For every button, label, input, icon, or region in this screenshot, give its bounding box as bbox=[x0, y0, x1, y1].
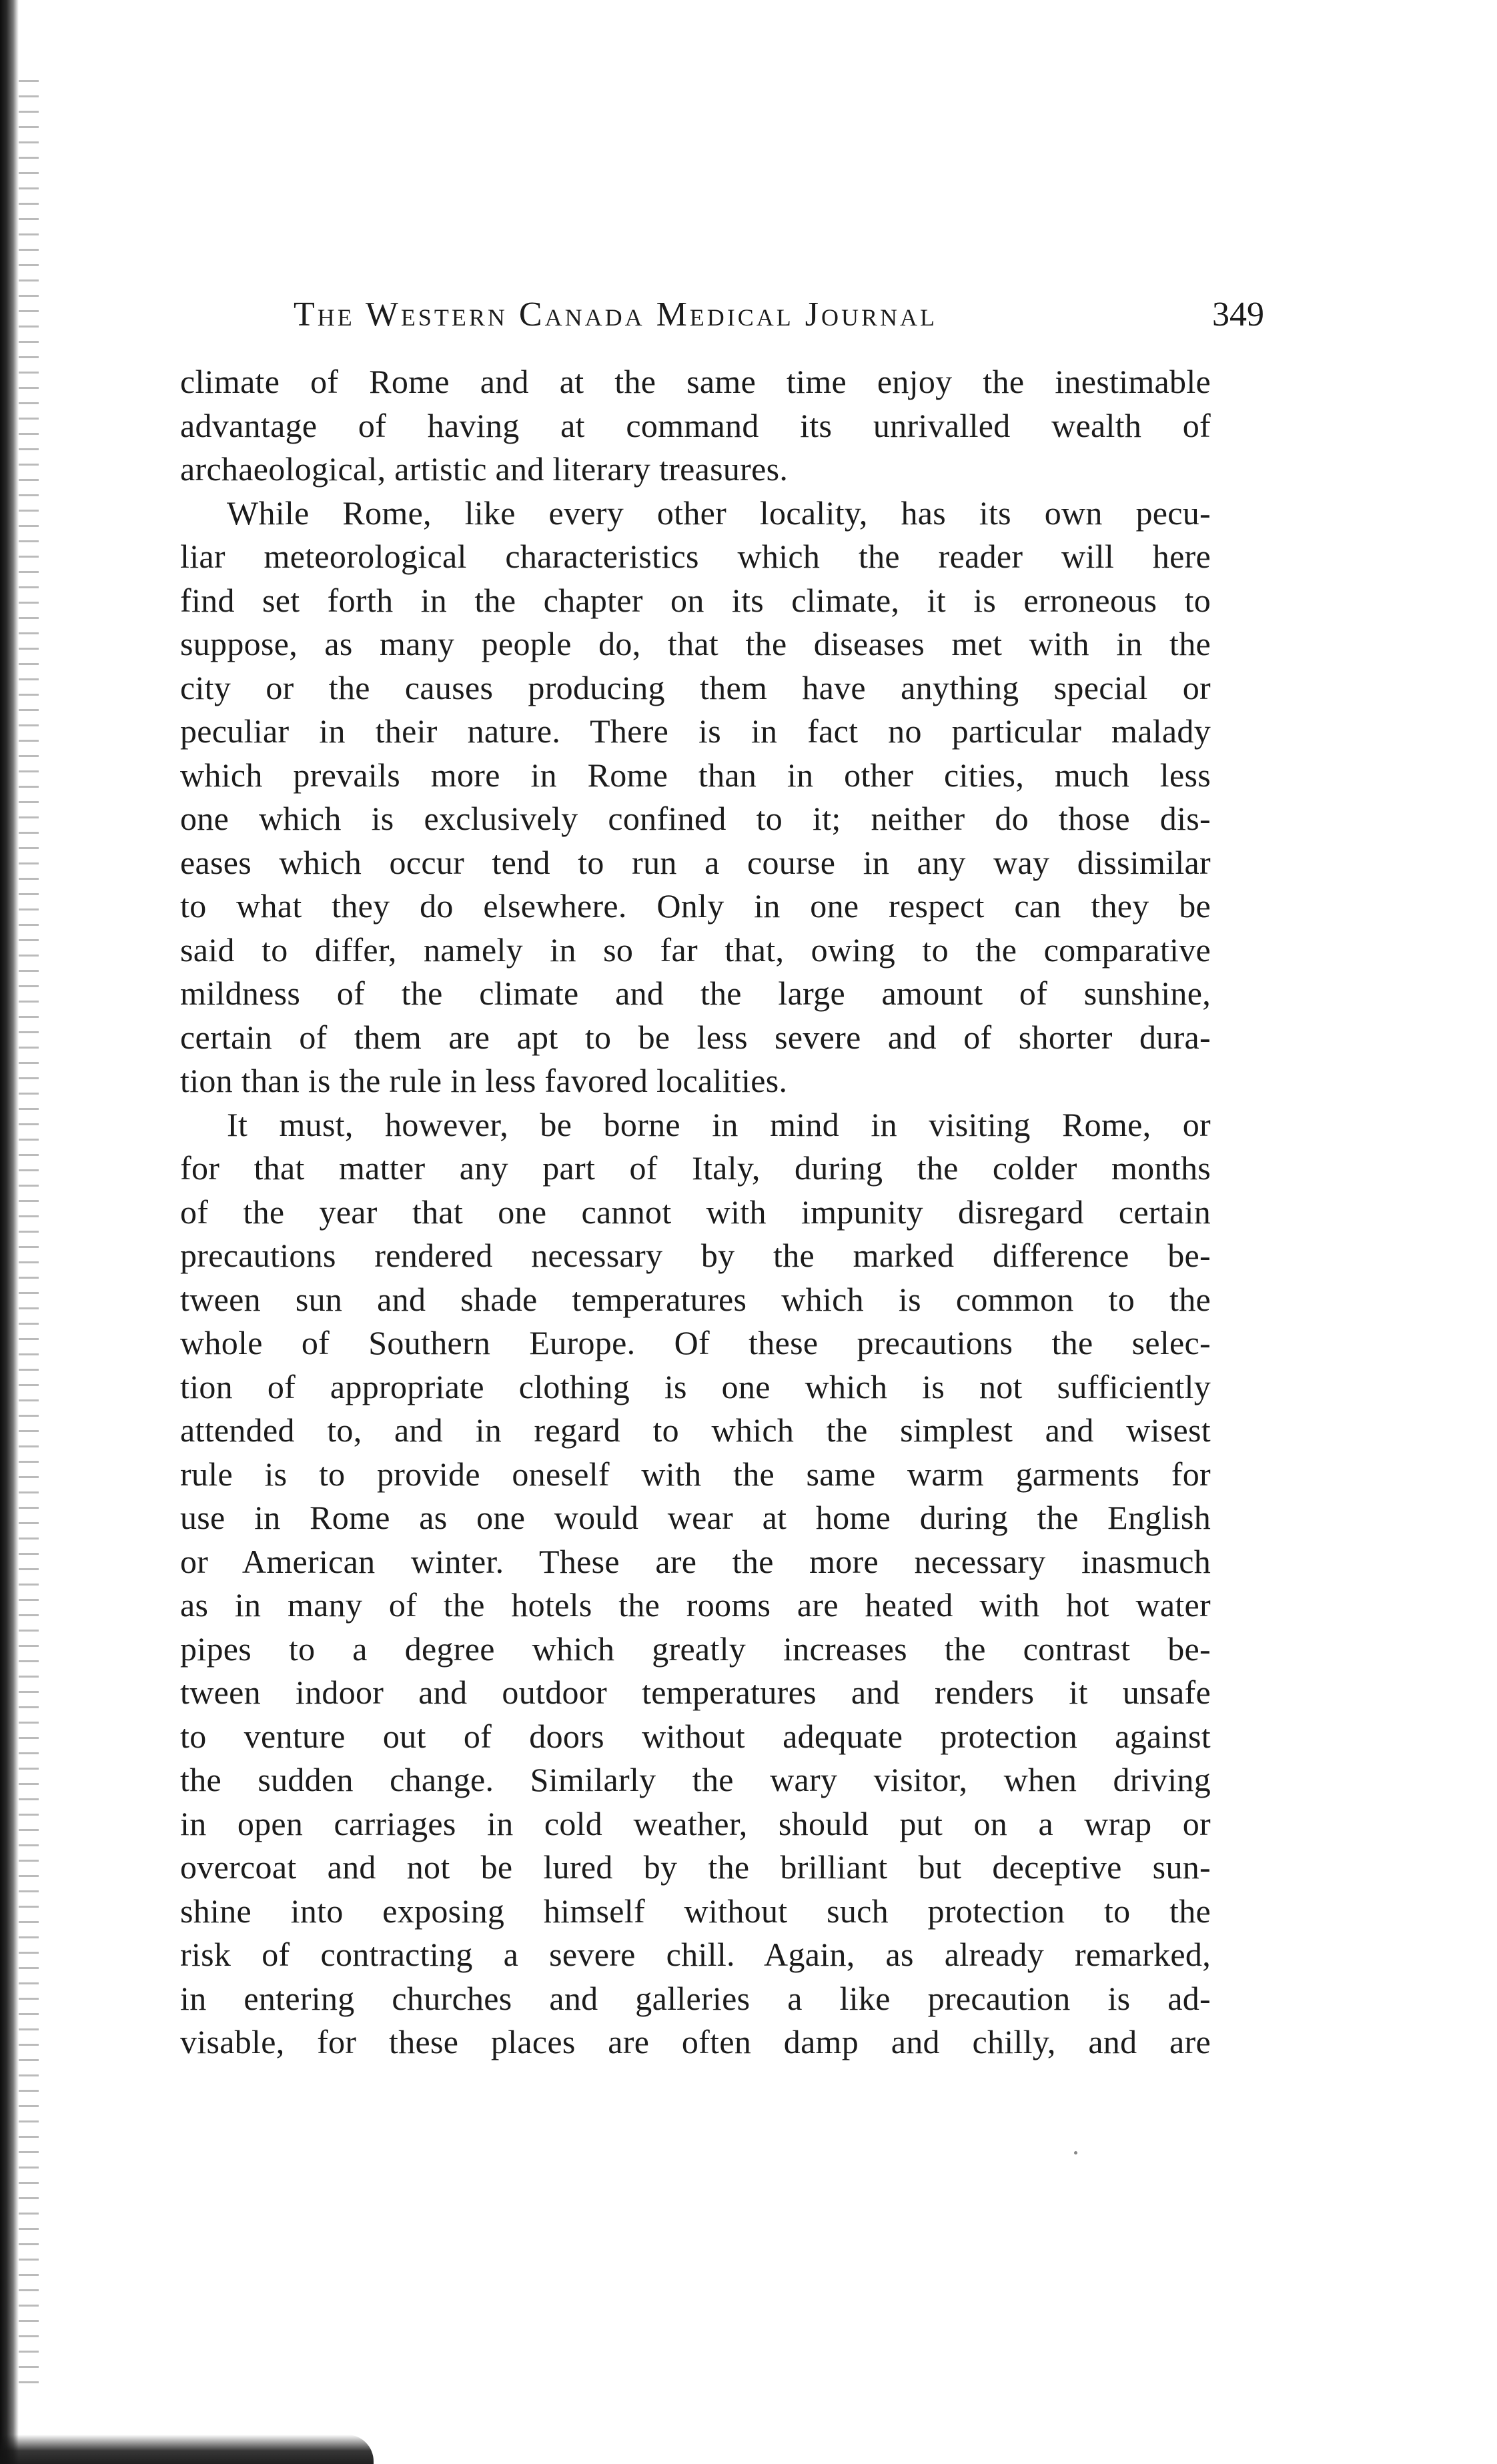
text-line: visable, for these places are often damp and chilly, and are bbox=[180, 2023, 1211, 2060]
text-line: said to differ, namely in so far that, owing to the comparative bbox=[180, 931, 1211, 969]
text-line: mildness of the climate and the large amount of sunshine, bbox=[180, 975, 1211, 1012]
text-line: shine into exposing himself without such protection to the bbox=[180, 1892, 1211, 1930]
text-line: risk of contracting a severe chill. Again, as already remarked, bbox=[180, 1936, 1211, 1973]
text-line: in open carriages in cold weather, should put on a wrap or bbox=[180, 1804, 1211, 1842]
text-line: pipes to a degree which greatly increases the contrast be- bbox=[180, 1630, 1211, 1668]
text-line: advantage of having at command its unrivalled wealth of bbox=[180, 406, 1211, 444]
text-line: to venture out of doors without adequate protection against bbox=[180, 1717, 1211, 1755]
page-binding-edge bbox=[0, 0, 19, 2464]
text-line: rule is to provide oneself with the same warm garments for bbox=[180, 1455, 1211, 1493]
text-line: as in many of the hotels the rooms are heated with hot water bbox=[180, 1586, 1211, 1624]
scan-smudge bbox=[0, 2435, 374, 2464]
text-line: tween sun and shade temperatures which is common to the bbox=[180, 1280, 1211, 1318]
text-line: eases which occur tend to run a course in any way dissimilar bbox=[180, 843, 1211, 881]
text-line: for that matter any part of Italy, during the colder months bbox=[180, 1149, 1211, 1187]
text-line: peculiar in their nature. There is in fact no particular malady bbox=[180, 712, 1211, 750]
text-line: to what they do elsewhere. Only in one respect can they be bbox=[180, 887, 1211, 925]
text-line: in entering churches and galleries a like precaution is ad- bbox=[180, 1979, 1211, 2017]
text-line: find set forth in the chapter on its climate, it is erroneous to bbox=[180, 581, 1211, 619]
text-line: tion of appropriate clothing is one which is not sufficiently bbox=[180, 1367, 1211, 1405]
text-line: which prevails more in Rome than in other cities, much less bbox=[180, 756, 1211, 794]
text-line: It must, however, be borne in mind in visiting Rome, or bbox=[227, 1105, 1211, 1143]
text-line: city or the causes producing them have anything special or bbox=[180, 668, 1211, 706]
text-line: While Rome, like every other locality, has its own pecu- bbox=[227, 494, 1211, 532]
text-line: suppose, as many people do, that the diseases met with in the bbox=[180, 625, 1211, 662]
text-line: tween indoor and outdoor temperatures and renders it unsafe bbox=[180, 1674, 1211, 1711]
text-line: archaeological, artistic and literary treasures. bbox=[180, 450, 789, 488]
text-line: one which is exclusively confined to it; neither do those dis- bbox=[180, 800, 1211, 837]
text-line: attended to, and in regard to which the simplest and wisest bbox=[180, 1411, 1211, 1449]
text-line: liar meteorological characteristics which the reader will here bbox=[180, 538, 1211, 575]
page-number: 349 bbox=[1212, 295, 1264, 334]
text-line: of the year that one cannot with impunity disregard certain bbox=[180, 1193, 1211, 1231]
scan-speck bbox=[1074, 2151, 1077, 2154]
text-line: overcoat and not be lured by the brilliant but deceptive sun- bbox=[180, 1848, 1211, 1886]
page-header bbox=[294, 288, 1264, 342]
text-line: the sudden change. Similarly the wary visitor, when driving bbox=[180, 1761, 1211, 1798]
running-title: The Western Canada Medical Journal bbox=[294, 295, 938, 334]
body-text bbox=[180, 360, 1211, 2064]
page-binding-shadow bbox=[19, 80, 39, 2395]
text-line: whole of Southern Europe. Of these precautions the selec- bbox=[180, 1324, 1211, 1361]
text-line: precautions rendered necessary by the marked difference be- bbox=[180, 1237, 1211, 1274]
text-line: tion than is the rule in less favored localities. bbox=[180, 1062, 788, 1099]
text-line: or American winter. These are the more necessary inasmuch bbox=[180, 1542, 1211, 1580]
text-line: use in Rome as one would wear at home during the English bbox=[180, 1499, 1211, 1536]
text-line: certain of them are apt to be less severe and of shorter dura- bbox=[180, 1018, 1211, 1056]
text-line: climate of Rome and at the same time enjoy the inestimable bbox=[180, 363, 1211, 400]
